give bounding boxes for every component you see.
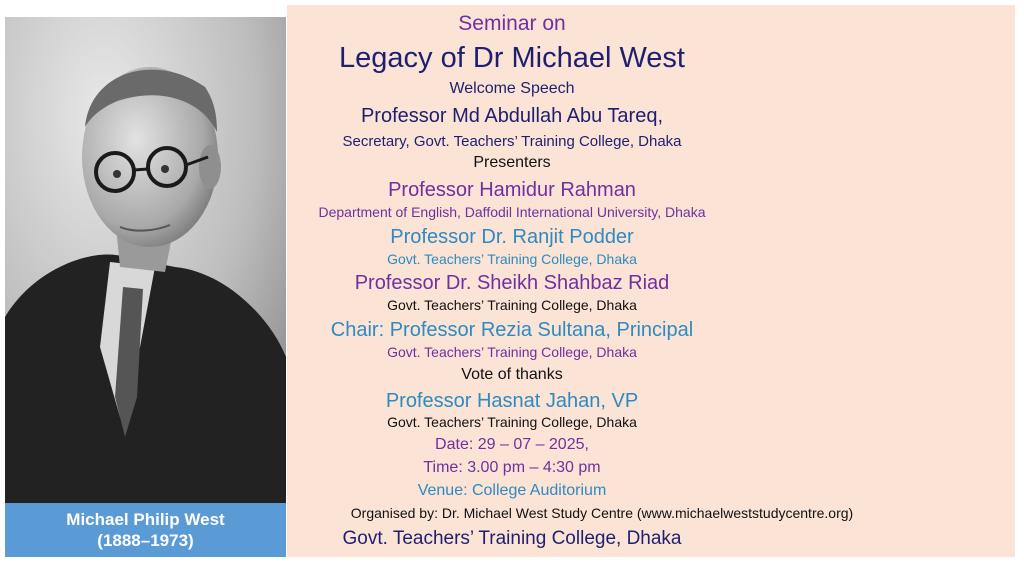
presenter-name: Professor Dr. Sheikh Shahbaz Riad: [354, 272, 670, 294]
seminar-label: Seminar on: [458, 12, 566, 35]
institution-name: Govt. Teachers’ Training College, Dhaka: [342, 528, 682, 549]
presenter-affiliation: Govt. Teachers’ Training College, Dhaka: [387, 297, 637, 313]
welcome-speaker: Professor Md Abdullah Abu Tareq,: [360, 105, 664, 127]
organised-by: Organised by: Dr. Michael West Study Centre (www.michaelweststudycentre.org): [350, 505, 854, 521]
presenter-affiliation: Department of English, Daffodil International University, Dhaka: [318, 204, 706, 220]
presenters-label: Presenters: [473, 154, 551, 171]
presenter-affiliation: Govt. Teachers’ Training College, Dhaka: [387, 251, 637, 267]
presenter-name: Professor Hamidur Rahman: [388, 179, 636, 201]
event-venue: Venue: College Auditorium: [417, 482, 607, 499]
welcome-label: Welcome Speech: [449, 80, 575, 97]
chair-name: Chair: Professor Rezia Sultana, Principal: [330, 319, 694, 341]
page-title: Legacy of Dr Michael West: [339, 42, 685, 74]
welcome-speaker-role: Secretary, Govt. Teachers’ Training College, Dhaka: [342, 133, 682, 150]
portrait-photo: [5, 17, 286, 506]
vote-label: Vote of thanks: [461, 366, 563, 383]
event-date: Date: 29 – 07 – 2025,: [435, 436, 589, 453]
portrait-caption: [5, 503, 286, 557]
portrait-name: Michael Philip West: [66, 510, 225, 529]
event-time: Time: 3.00 pm – 4:30 pm: [423, 459, 601, 476]
vote-affiliation: Govt. Teachers’ Training College, Dhaka: [387, 414, 637, 430]
chair-affiliation: Govt. Teachers’ Training College, Dhaka: [387, 344, 637, 360]
presenter-name: Professor Dr. Ranjit Podder: [390, 226, 634, 248]
vote-name: Professor Hasnat Jahan, VP: [385, 390, 639, 412]
portrait-years: (1888–1973): [97, 531, 194, 550]
